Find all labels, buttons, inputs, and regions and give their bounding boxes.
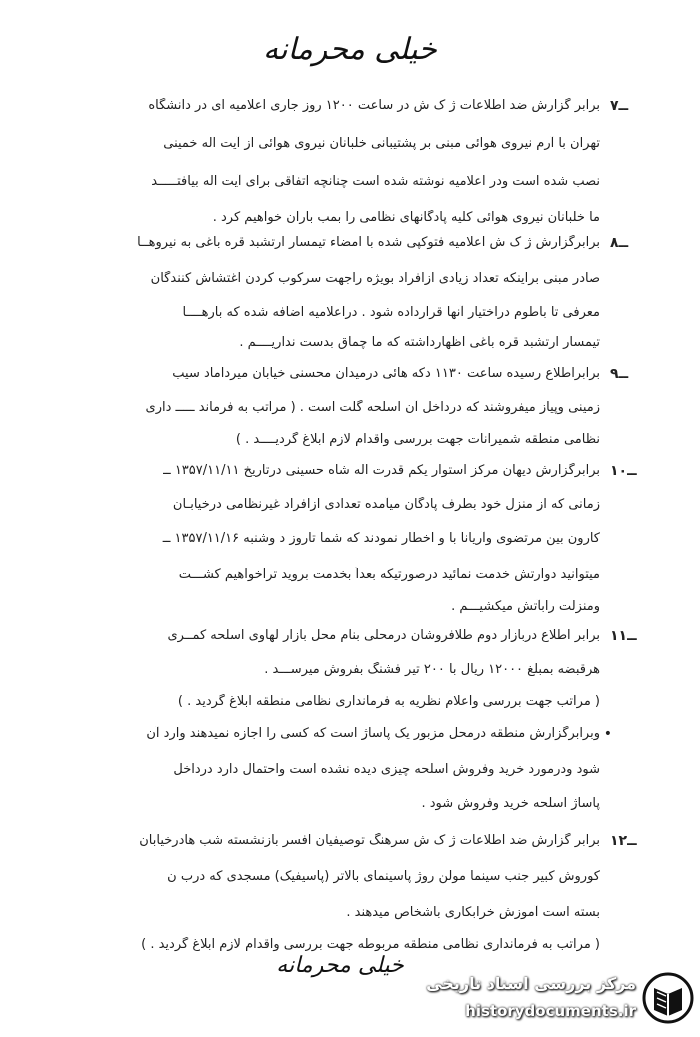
item-line: برابر گزارش ضد اطلاعات ژ ک ش سرهنگ توصیفیان افسر بازنشسته شب هادرخیابان	[139, 833, 600, 848]
item-line: وبرابرگزارش منطقه درمحل مزبور یک پاساژ است که کسی را اجازه نمیدهند وارد آن	[146, 726, 600, 741]
watermark	[378, 968, 694, 1030]
item-line: پاساژ اسلحه خرید وفروش شود .	[421, 796, 600, 811]
book-logo-icon	[642, 972, 694, 1024]
item-number: ۱۲ــ	[610, 833, 637, 849]
item-line: تیمسار ارتشبد قره باغی اظهارداشته که ما چماق بدست نداریــــم .	[239, 335, 600, 350]
item-line: کارون بین مرتضوی وآریانا با و اخطار نمودند که شما تاروز د وشنبه ۱۳۵۷/۱۱/۱۶ ــ	[162, 531, 600, 546]
item-number: ۸ــ	[610, 235, 629, 251]
item-line: زمینی وپیاز میفروشند که درداخل آن اسلحه گلت است . ( مراتب به فرماند ـــــ داری	[145, 400, 600, 415]
item-line: نصب شده است ودر اعلامیه نوشته شده است چنانچه اتفاقی برای آیت اله بیافتـــــد	[151, 174, 600, 189]
classification-footer: خیلی محرمانه	[276, 953, 404, 978]
item-line: برابر گزارش ضد اطلاعات ژ ک ش در ساعت ۱۲۰۰ روز جاری اعلامیه ای در دانشگاه	[148, 98, 600, 113]
item-note: ( مراتب جهت بررسی واعلام نظریه به فرمانداری نظامی منطقه ابلاغ گردید . )	[177, 694, 600, 709]
item-number: ۷ــ	[610, 98, 629, 114]
item-number: ۱۰ــ	[610, 463, 637, 479]
item-line: ما خلبانان نیروی هوائی کلیه پادگانهای نظامی را بمب باران خواهیم کرد .	[212, 210, 600, 225]
item-line: معرفی تا باطوم دراختیار آنها قرارداده شود . دراعلامیه اضافه شده که بارهــــا	[182, 305, 600, 320]
item-number: ۹ــ	[610, 366, 629, 382]
item-note: ( مراتب به فرمانداری نظامی منطقه مربوطه جهت بررسی واقدام لازم ابلاغ گردید . )	[141, 937, 600, 952]
item-line: بسته است آموزش خرابکاری باشخاص میدهند .	[346, 905, 600, 920]
item-line: صادر مبنی براینکه تعداد زیادی ازافراد بویژه راجهت سرکوب کردن اغتشاش کنندگان	[150, 271, 600, 286]
item-line: زمانی که از منزل خود بطرف پادگان میآمده تعدادی ازافراد غیرنظامی درخیابـان	[172, 497, 600, 512]
item-line: کوروش کبیر جنب سینما مولن روژ پاسینمای بالاتر (پاسیفیک) مسجدی که درب ن	[167, 869, 600, 884]
watermark-title: مرکز بررسی اسناد تاریخی	[426, 974, 636, 993]
item-number: ۱۱ــ	[610, 628, 637, 644]
item-line: ومنزلت رابآتش میکشیـــم .	[451, 599, 600, 614]
bullet-mark: •	[603, 726, 612, 742]
item-line: نظامی منطقه شمیرانات جهت بررسی واقدام لازم ابلاغ گردیــــد . )	[235, 432, 600, 447]
watermark-url[interactable]: historydocuments.ir	[465, 1002, 636, 1020]
item-line: هرقبضه بمبلغ ۱۲۰۰۰ ریال با ۲۰۰ تیر فشنگ بفروش میرســـد .	[264, 662, 600, 677]
classification-header: خیلی محرمانه	[263, 32, 437, 67]
item-line: تهران با آرم نیروی هوائی مبنی بر پشتیبانی خلبانان نیروی هوائی از آیت اله خمینی	[163, 136, 600, 151]
item-line: شود ودرمورد خرید وفروش اسلحه چیزی دیده نشده است واحتمال دارد درداخل	[173, 762, 600, 777]
item-line: برابرگزارش دیهان مرکز استوار یکم قدرت اله شاه حسینی درتاریخ ۱۳۵۷/۱۱/۱۱ ــ	[163, 463, 600, 478]
item-line: برابرگزارش ژ ک ش اعلامیه فتوکپی شده با امضاء تیمسار ارتشبد قره باغی به نیروهــا	[137, 235, 600, 250]
item-line: میتوانید دوارتش خدمت نمائید درصورتیکه بعداً بخدمت بروید تراخواهیم کشـــت	[178, 567, 600, 582]
item-line: برابر اطلاع دربازار دوم طلافروشان درمحلی بنام محل بازار لهاوی اسلحه کمــری	[167, 628, 600, 643]
item-line: برابراطلاع رسیده ساعت ۱۱۳۰ دکه هائی درمیدان محسنی خیابان میرداماد سیب	[172, 366, 600, 381]
